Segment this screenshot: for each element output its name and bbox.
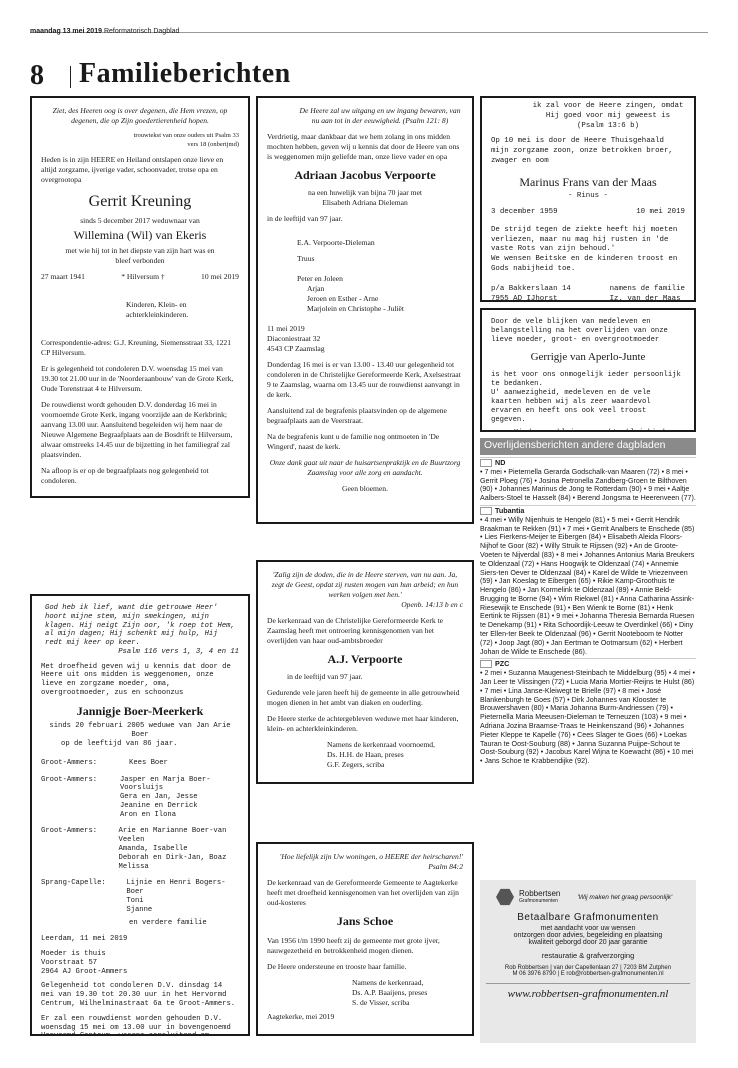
spouse-note: met wie hij tot in het diepste van zijn hart was en bleef verbonden [65, 246, 215, 266]
family: Kinderen, Klein- en achterkleinkinderen. [126, 300, 189, 320]
paper-name: PZC [495, 659, 510, 669]
deceased-name: Adriaan Jacobus Verpoorte [294, 168, 436, 183]
ad-line-3: kwaliteit geborgd door 20 jaar garantie [528, 939, 648, 946]
signed-3: S. de Visser, scriba [352, 997, 410, 1007]
spouse: Elisabeth Adriana Dieleman [322, 197, 408, 207]
section-title: Familieberichten [79, 58, 291, 89]
names: Lijnie en Henri Bogers-Boer [126, 879, 226, 897]
verse-source: Psalm 84:2 [428, 862, 463, 872]
page-number: 8 [30, 60, 44, 91]
signed-3: G.F. Zegers, scriba [327, 760, 385, 770]
address-2: 4543 CP Zaamslag [267, 344, 325, 354]
ad-tagline: 'Wij maken het graag persoonlijk' [577, 893, 673, 901]
title-separator [70, 66, 71, 88]
notice-vandermaas [480, 96, 696, 302]
service: Er zal een rouwdienst worden gehouden D.V. woensdag 15 mei om 13.00 uur in bovengenoemd [41, 1014, 231, 1032]
meeting: Na de begrafenis kunt u de familie nog ontmoeten in 'De Wingerd', naast de kerk. [267, 432, 440, 452]
since: sinds 20 februari 2005 weduwe van Jan Arie Boer [49, 722, 231, 740]
family [491, 429, 685, 432]
verse: God heb ik lief, want die getrouwe Heer' hoort mijne stem, mijn smekingen, mijn klagen. Hij neigt Zijn oor, 'k roep tot Hem, al mijn dagen; Hij schenkt mij hulp, Hij redt mij keer op keer. [45, 604, 235, 648]
family-group-3 [41, 827, 239, 871]
signed-1: Namens de kerkenraad voornoemd, [327, 740, 435, 750]
names: Gera en Jan, Jesse [119, 793, 198, 802]
dates-row [41, 272, 239, 282]
family-4: Arjan [307, 284, 325, 293]
notice-aperlo [480, 308, 696, 432]
ad-contact-2: M 06 3976 8790 | E rob@robbertsen-grafmonumenten.nl [512, 971, 664, 977]
header-paper: Reformatorisch Dagblad [103, 28, 180, 35]
paper-header-tubantia [480, 505, 696, 516]
verse: Ziet, des Heeren oog is over degenen, die Hem vrezen, op degenen, die op Zijn goedertierenheid hopen. [52, 106, 228, 126]
thanks-2: U' aanwezigheid, medeleven en de vele kaarten hebben wij als zeer waardevol ervaren en heeft ons ook veel troost gegeven. [491, 388, 651, 424]
other-papers-title: Overlijdensberichten andere dagbladen [480, 438, 696, 455]
square-icon [480, 660, 492, 668]
date: Leerdam, 11 mei 2019 [41, 935, 128, 944]
since: sinds 5 december 2017 weduwnaar van [80, 216, 200, 226]
age: in de leeftijd van 97 jaar. [267, 213, 343, 223]
comfort: De Heere sterke de achtergebleven weduwe met haar kinderen, klein- en achterkleinkinderen. [267, 713, 459, 733]
page-header [30, 28, 179, 35]
ad-line-1: met aandacht voor uw wensen [540, 925, 636, 932]
service-note: Van 1956 t/m 1990 heeft zij de gemeente met grote ijver, nauwgezetheid en betrokkenheid mogen dienen. [267, 935, 440, 955]
service-note: Gedurende vele jaren heeft hij de gemeente in alle getrouwheid mogen dienen in het ambt van diaken en ouderling. [267, 687, 460, 707]
condolence: Gelegenheid tot condoleren D.V. dinsdag 14 mei van 19.30 tot 20.30 uur in het Hervormd Centrum, Wilhelminastraat 6a te Groot-Ammers. [41, 982, 236, 1008]
notice-schoe [256, 842, 474, 1036]
more-family: en verdere familie [129, 918, 207, 927]
square-icon [480, 507, 492, 515]
verse: De Heere zal uw uitgang en uw ingang bewaren, van nu aan tot in der eeuwigheid. (Psalm 121: 8) [299, 106, 461, 126]
verse-source: Openb. 14:13 b en c [401, 600, 463, 610]
signed-1: Namens de kerkenraad, [352, 977, 424, 987]
ad-line-4: restauratie & grafverzorging [541, 951, 635, 960]
paper-header-nd [480, 457, 696, 468]
signed-1: namens de familie [609, 284, 685, 293]
ad-headline: Betaalbare Grafmonumenten [517, 912, 659, 923]
location: Sprang-Capelle: [41, 879, 106, 888]
birth-date: 3 december 1959 [491, 208, 558, 217]
place: * Hilversum † [121, 272, 165, 282]
names: Amanda, Isabelle [118, 845, 188, 854]
condolence: Er is gelegenheid tot condoleren D.V. woensdag 15 mei van 19.30 tot 21.00 uur in de 'Noorderaanbouw' van de Grote Kerk, Oude Torenstraat 4 te Hilversum. [41, 364, 234, 394]
family-group-1 [41, 759, 239, 768]
notice-ajverpoorte [256, 560, 474, 784]
family-6: Marjolein en Christophe - Juliët [307, 304, 405, 314]
correspondence: Correspondentie-adres: G.J. Kreuning, Siemensstraat 33, 1221 CP Hilversum. [41, 338, 232, 358]
brand-name: Robbertsen [519, 888, 561, 898]
names: Jasper en Marja Boer-Voorsluijs [119, 775, 211, 793]
address-1: Diaconiestraat 32 [267, 334, 321, 344]
nickname: - Rinus - [568, 192, 608, 201]
verse: 'Hoe liefelijk zijn Uw woningen, o HEERE der heirscharen!' [279, 852, 463, 861]
notice-verpoorte [256, 96, 474, 524]
verse-source: trouwtekst van onze ouders uit Psalm 33 vers 18 (onberijmd) [133, 132, 239, 148]
names: Toni [126, 896, 144, 905]
age: in de leeftijd van 97 jaar. [287, 671, 363, 681]
location: Groot-Ammers: [41, 758, 98, 767]
deceased-name: Gerrit Kreuning [88, 193, 192, 211]
names: Jeanine en Derrick [119, 801, 198, 810]
square-icon [480, 459, 492, 467]
names: Deborah en Dirk-Jan, Boaz [118, 853, 227, 862]
ad-logo [496, 888, 690, 906]
after: Na afloop is er op de begraafplaats nog gelegenheid tot condoleren. [41, 466, 209, 486]
ad-contact-1: Rob Robbertsen | van der Capellenlaan 27 | 7203 BM Zutphen [504, 965, 672, 971]
comfort: De Heere ondersteune en trooste haar familie. [267, 961, 407, 971]
intro: Door de vele blijken van medeleven en belangstelling na het overlijden van onze lieve moeder, groot- en overgrootmoeder [491, 318, 668, 344]
paper-name: ND [495, 457, 506, 467]
date: 11 mei 2019 [267, 324, 305, 334]
header-date: maandag 13 mei 2019 [30, 28, 102, 35]
sign-row [491, 285, 685, 302]
intro: De kerkenraad van de Christelijke Gereformeerde Kerk te Zaamslag heeft met ontroering kennisgenomen van het overlijden van haar oud-ambtsbroeder [267, 616, 444, 646]
intro: Verdrietig, maar dankbaar dat we hem zolang in ons midden mochten hebben, geven wij u kennis dat door de Heere van ons is weggenomen mijn geliefde man, onze lieve vader en opa [267, 132, 460, 162]
intro: Met droefheid geven wij u kennis dat door de Heere uit ons midden is weggenomen, onze lieve en zorgzame moeder, oma, overgrootmoeder, zus en schoonzus [41, 662, 231, 698]
ad-url[interactable]: www.robbertsen-grafmonumenten.nl [486, 983, 690, 1000]
signed-2: Ds. H.H. de Haan, preses [327, 750, 404, 760]
location: Groot-Ammers: [41, 827, 98, 836]
struggle: De strijd tegen de ziekte heeft hij moeten verliezen, maar nu mag hij rusten in 'de vaste Rots van zijn behoud.' [491, 225, 678, 254]
burial: Aansluitend zal de begrafenis plaatsvinden op de algemene begraafplaats aan de Veerstraat. [267, 406, 447, 426]
verse: 'Zalig zijn de doden, die in de Heere sterven, van nu aan. Ja, zegt de Geest, opdat zij rusten mogen van hun arbeid; en hun werken volgen met hen.' [271, 570, 459, 600]
verse-source: Psalm 116 vers 1, 3, 4 en 11 [118, 647, 239, 656]
paper-name: Tubantia [495, 505, 525, 515]
names: Melissa [118, 862, 149, 871]
deceased-name: Jans Schoe [336, 914, 394, 929]
verse: ik zal voor de Heere zingen, omdat Hij goed voor mij geweest is (Psalm 13:6 b) [532, 102, 684, 130]
deceased-name: Jannigje Boer-Meerkerk [76, 703, 204, 718]
death-date: 10 mei 2019 [636, 208, 685, 217]
place: Aagtekerke, mei 2019 [267, 1012, 335, 1021]
deceased-name: Gerrigje van Aperlo-Junte [530, 351, 646, 363]
location: Groot-Ammers: [41, 775, 98, 784]
address-2: 7955 AD IJhorst [491, 294, 558, 302]
advertisement [480, 880, 696, 1043]
address-0: Moeder is thuis [41, 950, 106, 959]
signed-2: Ds. A.P. Baaijens, preses [352, 987, 428, 997]
thanks-1: is het voor ons onmogelijk ieder persoonlijk te bedanken. [491, 370, 681, 388]
intro: Heden is in zijn HEERE en Heiland ontslapen onze lieve en altijd zorgzame, ijverige vader, schoonvader, trotse opa en overgrootopa [41, 155, 224, 185]
paper-list-pzc: • 2 mei • Suzanna Maugenest-Steinbach te Middelburg (95) • 4 mei • Jan Leer te Vlissingen (72) • Lucia Maria Mortier-Reijns te Hulst (86) • 7 mei • Lina Janse-Kleiwegt te Brielle (97) • 8 mei • José Blankenburgh te Goes (57) • Dirk Johannes van Klooster te Brouwershaven (80) • Maria Johanna Burm-Andriessen (79) • Pieternella Maria Meeusen-Dieleman te Terneuzen (103) • 9 mei • Adriana Jozina Braamse-Traas te Heinkenszand (96) • Johannes Pieter Kleppe te Kapelle (76) • Cees Slager te Goes (66) • Loekas Tauran te Oost-Souburg (88) • Janna Suzanna Puijpe-Schout te Oost-Souburg (92) • Jacobus Karel Wijna te Koewacht (86) • 10 mei • Jans Schoe te Krabbendijke (92). [480, 669, 695, 766]
address-1: Voorstraat 57 [41, 958, 98, 967]
family-3: Peter en Joleen [297, 273, 343, 283]
paper-header-pzc [480, 658, 696, 669]
ad-line-2: ontzorgen door advies, begeleiding en plaatsing [513, 932, 663, 939]
birth-date: 27 maart 1941 [41, 272, 85, 282]
address-2: 2964 AJ Groot-Ammers [41, 967, 128, 976]
wish: We wensen Beitske en de kinderen troost en Gods nabijheid toe. [491, 255, 678, 274]
names: Sjanne [126, 905, 153, 914]
brand-sub: Grafmonumenten [519, 897, 558, 904]
signed-2: Iz. van der Maas [609, 294, 681, 302]
notice-boer [30, 594, 250, 1036]
names: Kees Boer [129, 758, 168, 767]
funeral: De rouwdienst wordt gehouden D.V. donderdag 16 mei in voornoemde Grote Kerk, ingang voorzijde aan de Kerkbrink; aanvang 13.00 uur. Aansluitend begeleiden wij hem naar de Nieuwe Algemene Begraafplaats aan de Bosdrift te Hilversum, alwaar omstreeks 14.45 uur de bijzetting in het familiegraf zal plaatsvinden. [41, 400, 233, 460]
age: op de leeftijd van 86 jaar. [61, 740, 178, 748]
hexagon-logo-icon [496, 888, 514, 906]
spouse-name: Willemina (Wil) van Ekeris [73, 228, 207, 243]
intro: De kerkenraad van de Gereformeerde Gemeente te Aagtekerke heeft met droefheid kennisgenomen van het overlijden van zijn oud-kosteres [267, 878, 459, 908]
family-group-4 [41, 879, 239, 914]
address-1: p/a Bakkerslaan 14 [491, 284, 571, 293]
deceased-name: A.J. Verpoorte [327, 652, 403, 667]
other-papers-column [480, 438, 696, 848]
thanks: Onze dank gaat uit naar de huisartsenpraktijk en de Buurtzorg Zaamslag voor alle zorg en aandacht. [269, 458, 461, 478]
paper-list-nd: • 7 mei • Pieternella Gerarda Godschalk-van Maaren (72) • 8 mei • Gerrit Ploeg (76) • Josina Petronella Zandberg-Groen te Bilthoven (90) • Johannes Marinus de Jong te Rotterdam (90) • 9 mei • Aaltje Aalbers-Stoel te Hasselt (84) • Berend Jongsma te Heerenveen (77). [480, 467, 696, 503]
notice-kreuning [30, 96, 250, 498]
family-group-2 [41, 776, 239, 820]
spouse-line: na een huwelijk van bijna 70 jaar met [307, 187, 423, 197]
deceased-name: Marinus Frans van der Maas [519, 174, 657, 189]
family-2: Truus [297, 253, 315, 263]
names: Arie en Marianne Boer-van Veelen [118, 827, 227, 845]
death-date: 10 mei 2019 [201, 272, 239, 282]
dates-row [491, 208, 685, 218]
intro: Op 10 mei is door de Heere Thuisgehaald mijn zorgzame zoon, onze betrokken broer, zwager en oom [491, 137, 673, 165]
family-1: E.A. Verpoorte-Dieleman [297, 237, 375, 247]
paper-list-tubantia: • 4 mei • Willy Nijenhuis te Hengelo (81) • 5 mei • Gerrit Hendrik Braakman te Rekken (91) • 7 mei • Gerrit Analbers te Enschede (85) • Lies Fierkens-Meijer te Eibergen (84) • Elisabeth Aleida Floors-Nijhof te Goor (82) • Willy Struik te Rijssen (92) • An de Groote-Voeten te Nijverdal (83) • 8 mei • Johannes Antonius Maria Breukers te Oldenzaal (72) • Hans Hoogwijk te Oldenzaal (74) • Annemie Siers-ten Oever te Oldenzaal (84) • Karel de Wilde te Vriezenveen (59) • Jan Koeslag te Eibergen (65) • Rikie Kamp-Groothuis te Hengelo (86) • Jan Kormelink te Oldenzaal (89) • Annie Beld-Brugging te Borne (94) • Wim Riekwel (81) • Anna Catharina Assink-Riesewijk te Enschede (91) • Ben Wienk te Borne (81) • Henk Eertink te Rijssen (81) • 9 mei • Johanna Theresia Bernarda Ruesen te Denekamp (91) • Rita Schoordijk-Leeuw te Overdinkel (66) • Diny ter Ellen-ter Beek te Oldenzaal (96) • Gerrit Nooteboom te Notter (72) • Joop Jagt (80) • Jan Eertman te Ootmarsum (62) • Herbert Johan de Wilde te Enschede (86). [480, 515, 695, 656]
no-flowers: Geen bloemen. [342, 484, 388, 494]
names: Aron en Ilona [119, 810, 177, 819]
ad-brand [519, 890, 560, 904]
family-5: Jeroen en Esther - Arne [307, 294, 379, 304]
condolence: Donderdag 16 mei is er van 13.00 - 13.40 uur gelegenheid tot condoleren in de Christelijke Gereformeerde Kerk, Axelsestraat 9 te Zaamslag, waarna om 13.45 uur de rouwdienst aanvangt in de kerk. [267, 360, 461, 400]
